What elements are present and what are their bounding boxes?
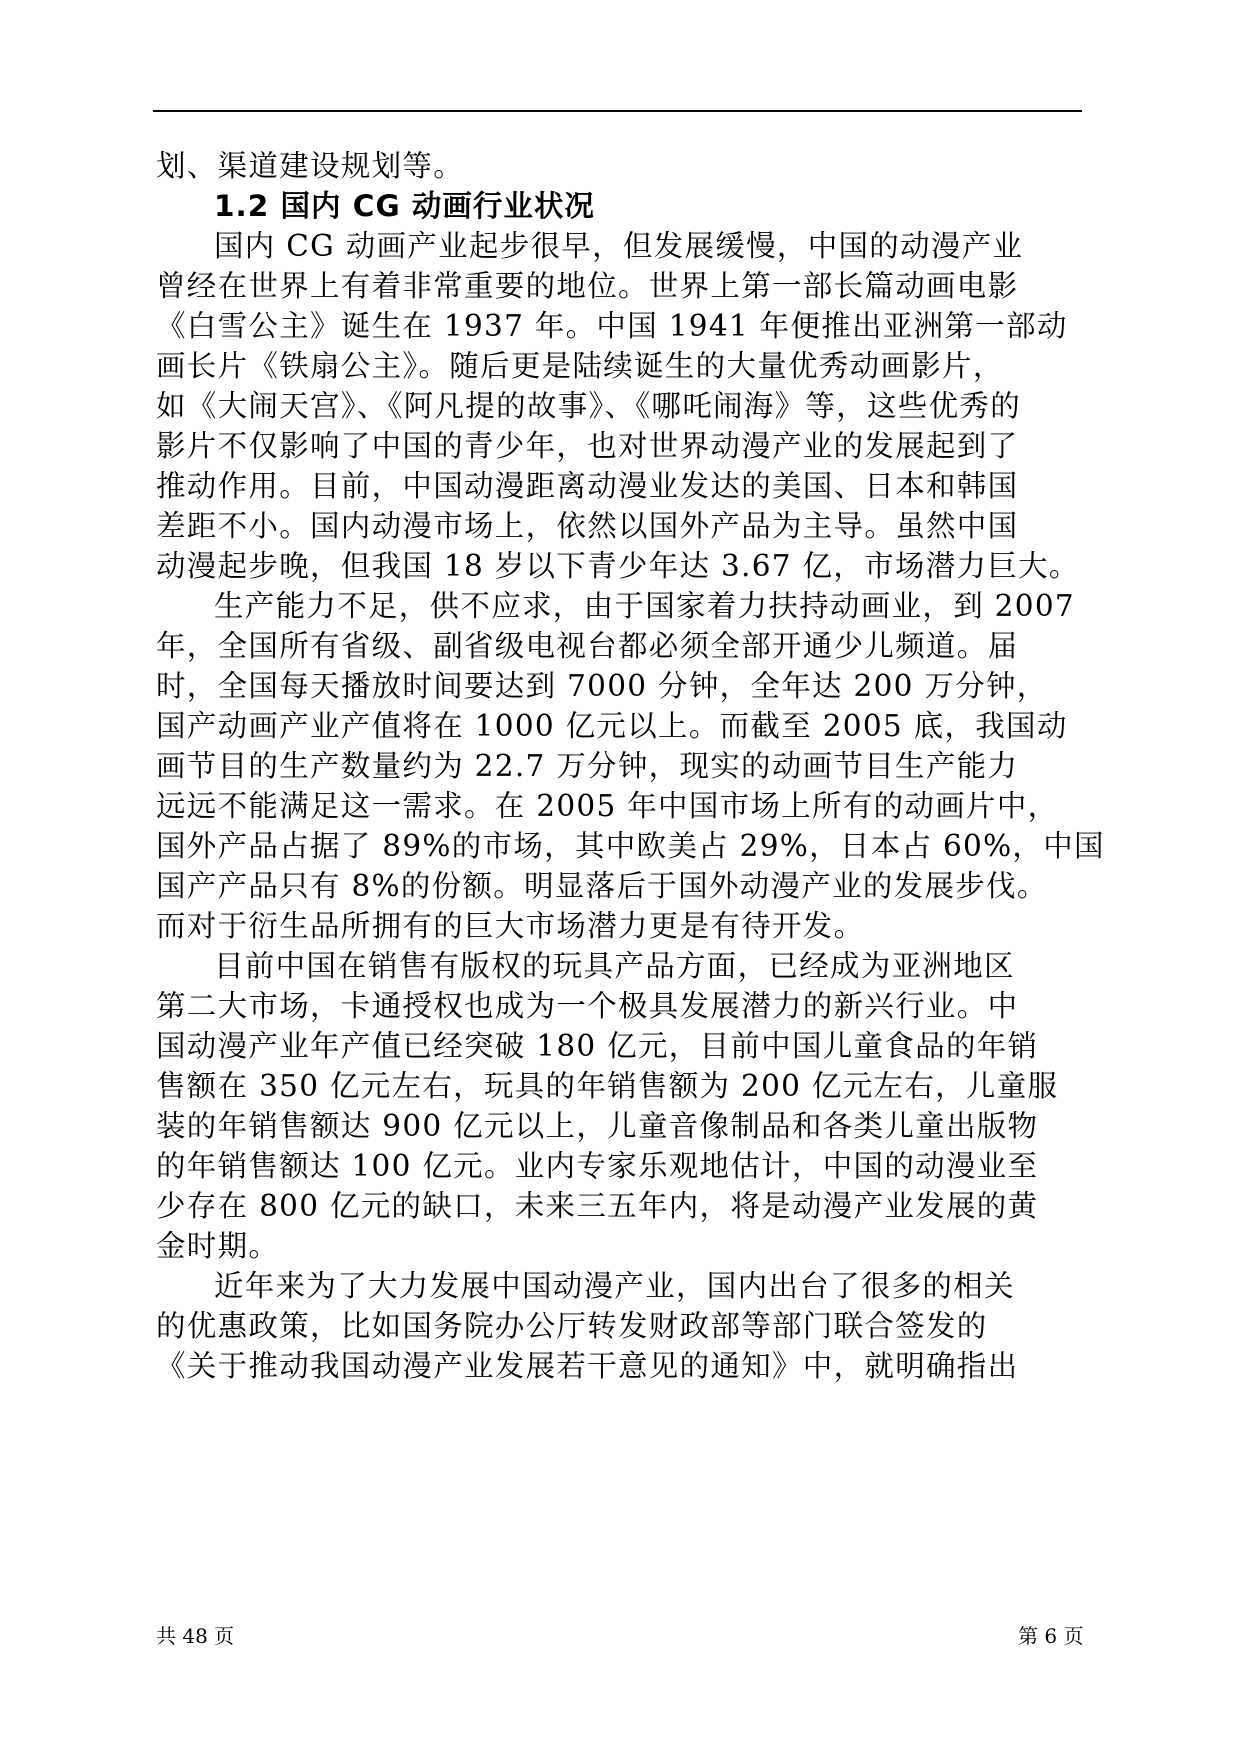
text-line: 时，全国每天播放时间要达到 7000 分钟，全年达 200 万分钟， <box>156 669 1048 703</box>
text-line: 推动作用。目前，中国动漫距离动漫业发达的美国、日本和韩国 <box>156 469 1019 503</box>
section-heading: 1.2 国内 CG 动画行业状况 <box>214 189 595 223</box>
text-line: 而对于衍生品所拥有的巨大市场潜力更是有待开发。 <box>156 909 865 943</box>
text-line: 年，全国所有省级、副省级电视台都必须全部开通少儿频道。届 <box>156 629 1019 663</box>
text-line: 国外产品占据了 89%的市场，其中欧美占 29%，日本占 60%，中国 <box>156 829 1105 863</box>
text-line: 国产动画产业产值将在 1000 亿元以上。而截至 2005 底，我国动 <box>156 709 1068 743</box>
text-line: 《白雪公主》诞生在 1937 年。中国 1941 年便推出亚洲第一部动 <box>156 309 1068 343</box>
text-line: 如《大闹天宫》、《阿凡提的故事》、《哪吒闹海》等，这些优秀的 <box>156 389 1022 423</box>
paragraph-start: 目前中国在销售有版权的玩具产品方面，已经成为亚洲地区 <box>214 949 1015 983</box>
text-line: 曾经在世界上有着非常重要的地位。世界上第一部长篇动画电影 <box>156 269 1019 303</box>
text-line: 动漫起步晚，但我国 18 岁以下青少年达 3.67 亿，市场潜力巨大。 <box>156 549 1080 583</box>
paragraph-start: 生产能力不足，供不应求，由于国家着力扶持动画业，到 2007 <box>214 589 1075 623</box>
text-line: 远远不能满足这一需求。在 2005 年中国市场上所有的动画片中， <box>156 789 1059 823</box>
paragraph-start: 近年来为了大力发展中国动漫产业，国内出台了很多的相关 <box>214 1269 1015 1303</box>
text-line: 的优惠政策，比如国务院办公厅转发财政部等部门联合签发的 <box>156 1309 988 1343</box>
text-line: 差距不小。国内动漫市场上，依然以国外产品为主导。虽然中国 <box>156 509 1019 543</box>
page-number: 第 6 页 <box>1018 1624 1084 1648</box>
text-line: 影片不仅影响了中国的青少年，也对世界动漫产业的发展起到了 <box>156 429 1019 463</box>
text-line: 划、渠道建设规划等。 <box>156 149 465 183</box>
page-total: 共 48 页 <box>156 1624 235 1648</box>
text-line: 《关于推动我国动漫产业发展若干意见的通知》中，就明确指出 <box>156 1349 1019 1383</box>
text-line: 国动漫产业年产值已经突破 180 亿元，目前中国儿童食品的年销 <box>156 1029 1039 1063</box>
header-rule <box>153 110 1082 112</box>
text-line: 画节目的生产数量约为 22.7 万分钟，现实的动画节目生产能力 <box>156 749 1019 783</box>
text-line: 第二大市场，卡通授权也成为一个极具发展潜力的新兴行业。中 <box>156 989 1019 1023</box>
document-body <box>156 146 1105 1386</box>
text-line: 国产产品只有 8%的份额。明显落后于国外动漫产业的发展步伐。 <box>156 869 1048 903</box>
paragraph-start: 国内 CG 动画产业起步很早，但发展缓慢，中国的动漫产业 <box>214 229 1024 263</box>
text-line: 售额在 350 亿元左右，玩具的年销售额为 200 亿元左右，儿童服 <box>156 1069 1059 1103</box>
text-line: 少存在 800 亿元的缺口，未来三五年内，将是动漫产业发展的黄 <box>156 1189 1039 1223</box>
text-line: 画长片《铁扇公主》。随后更是陆续诞生的大量优秀动画影片， <box>156 349 1004 383</box>
text-line: 装的年销售额达 900 亿元以上，儿童音像制品和各类儿童出版物 <box>156 1109 1039 1143</box>
text-line: 的年销售额达 100 亿元。业内专家乐观地估计，中国的动漫业至 <box>156 1149 1039 1183</box>
text-line: 金时期。 <box>156 1229 280 1263</box>
